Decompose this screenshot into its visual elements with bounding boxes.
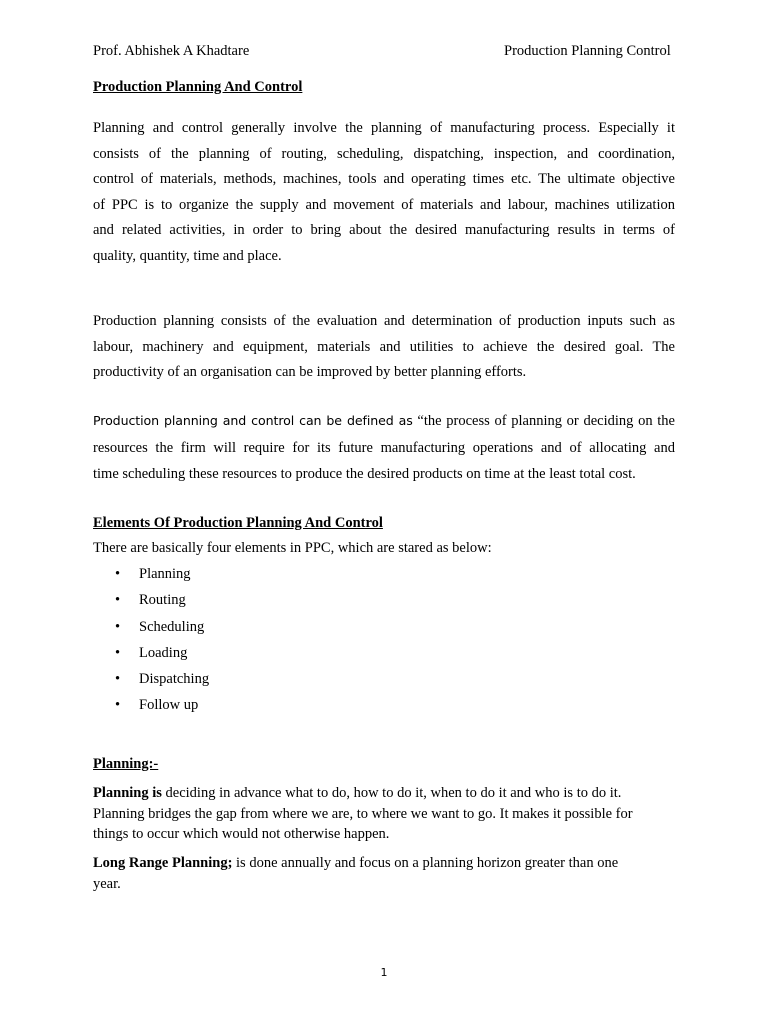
paragraph-line: Planning bridges the gap from where we are, to where we want to go. It makes it possible for — [93, 805, 633, 822]
list-item-label: Follow up — [139, 697, 199, 714]
paragraph-line — [93, 408, 675, 435]
paragraph-production-planning — [93, 309, 675, 386]
bullet: • — [115, 592, 121, 609]
elements-intro: There are basically four elements in PPC, which are stared as below: — [93, 540, 492, 556]
paragraph-line: resources the firm will require for its future manufacturing operations and of allocating and — [93, 439, 675, 456]
definition-quote-start: “the process of planning or deciding on the — [417, 413, 675, 429]
term-long-range-planning: Long Range Planning; — [93, 855, 233, 871]
section-title-planning: Planning:- — [93, 756, 159, 772]
paragraph-line: productivity of an organisation can be improved by better planning efforts. — [93, 364, 527, 381]
paragraph-line: time scheduling these resources to produce the desired products on time at the least total cost. — [93, 466, 636, 482]
paragraph-line: Planning and control generally involve the planning of manufacturing process. Especially it — [93, 120, 675, 136]
paragraph-ppc-intro — [93, 116, 675, 270]
paragraph-long-range-planning — [93, 853, 675, 894]
list-item-label: Planning — [139, 566, 191, 582]
bullet: • — [115, 566, 121, 582]
paragraph-line: control of materials, methods, machines, tools and operating times etc. The ultimate objective — [93, 171, 675, 188]
header-subject: Production Planning Control — [504, 43, 671, 59]
bullet: • — [115, 697, 121, 714]
paragraph-line: year. — [93, 875, 121, 892]
list-item-label: Scheduling — [139, 618, 205, 635]
page-number: 1 — [380, 966, 388, 979]
paragraph-line: consists of the planning of routing, scheduling, dispatching, inspection, and coordination, — [93, 145, 675, 162]
paragraph-line — [93, 783, 675, 804]
section-title-elements: Elements Of Production Planning And Control — [93, 515, 383, 531]
paragraph-line: Production planning consists of the evaluation and determination of production inputs such as — [93, 313, 675, 329]
bullet: • — [115, 618, 121, 635]
paragraph-line: of PPC is to organize the supply and movement of materials and labour, machines utilization — [93, 196, 675, 213]
list-item-label: Dispatching — [139, 671, 210, 688]
paragraph-line: labour, machinery and equipment, materials and utilities to achieve the desired goal. The — [93, 338, 675, 355]
paragraph-planning-definition — [93, 783, 675, 845]
definition-text: is done annually and focus on a planning horizon greater than one — [232, 855, 619, 871]
paragraph-ppc-definition — [93, 408, 675, 488]
definition-lead: Production planning and control can be defined as — [93, 413, 413, 428]
term-planning: Planning is — [93, 785, 162, 801]
definition-text: deciding in advance what to do, how to do it, when to do it and who is to do it. — [161, 785, 622, 801]
paragraph-line: quality, quantity, time and place. — [93, 247, 282, 264]
paragraph-line — [93, 853, 675, 874]
paragraph-line: and related activities, in order to bring about the desired manufacturing results in terms of — [93, 222, 675, 239]
bullet: • — [115, 644, 121, 661]
header-author: Prof. Abhishek A Khadtare — [93, 43, 250, 59]
list-item-label: Loading — [139, 644, 188, 661]
bullet: • — [115, 671, 121, 688]
paragraph-line: things to occur which would not otherwise happen. — [93, 826, 390, 842]
section-title-ppc: Production Planning And Control — [93, 79, 303, 95]
list-item-label: Routing — [139, 592, 186, 609]
